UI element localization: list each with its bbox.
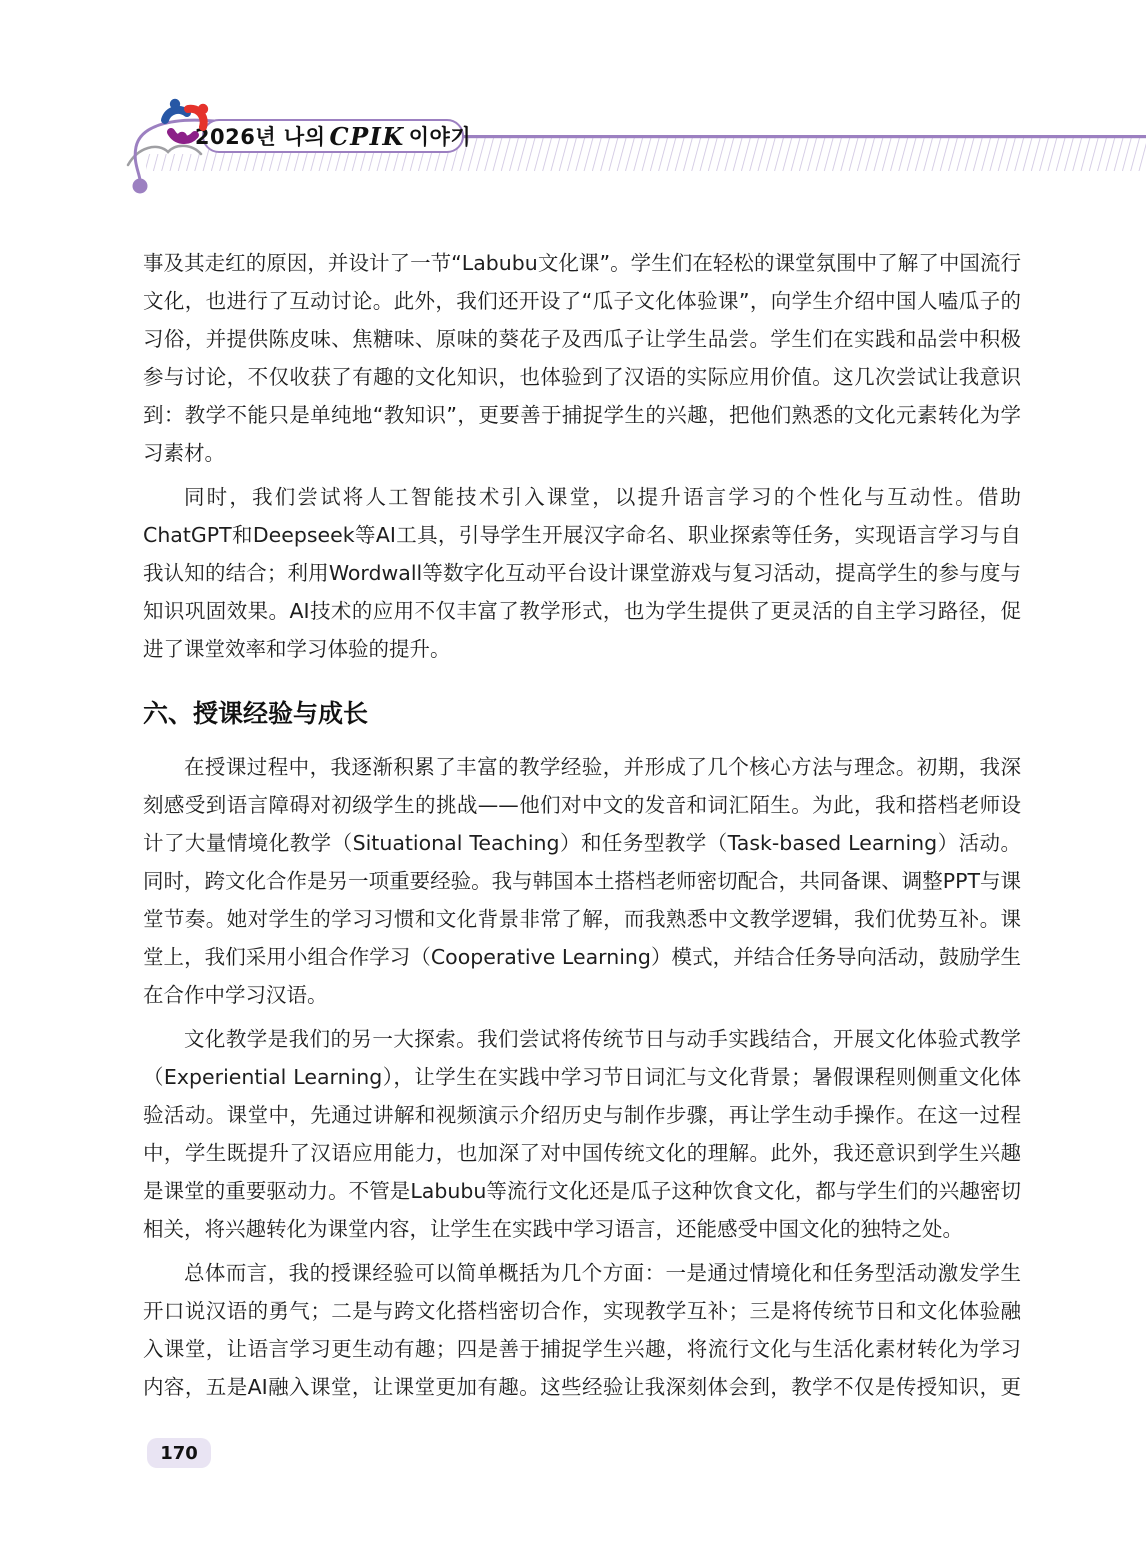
header-title-cpik: CPIK	[329, 121, 405, 151]
paragraph-culture-teaching: 文化教学是我们的另一大探索。我们尝试将传统节日与动手实践结合，开展文化体验式教学（Experiential Learning），让学生在实践中学习节日词汇与文化背景；暑假课程则侧重文化体验活动。课堂中，先通过讲解和视频演示介绍历史与制作步骤，再让学生动手操作。在这一过程中，学生既提升了汉语应用能力，也加深了对中国传统文化的理解。此外，我还意识到学生兴趣是课堂的重要驱动力。不管是Labubu等流行文化还是瓜子这种饮食文化，都与学生们的兴趣密切相关，将兴趣转化为课堂内容，让学生在实践中学习语言，还能感受中国文化的独特之处。	[143, 1027, 1021, 1241]
document-body	[143, 244, 1021, 1412]
paragraph-teaching-experience: 在授课过程中，我逐渐积累了丰富的教学经验，并形成了几个核心方法与理念。初期，我深刻感受到语言障碍对初级学生的挑战——他们对中文的发音和词汇陌生。为此，我和搭档老师设计了大量情境化教学（Situational Teaching）和任务型教学（Task-based Learning）活动。同时，跨文化合作是另一项重要经验。我与韩国本土搭档老师密切配合，共同备课、调整PPT与课堂节奏。她对学生的学习习惯和文化背景非常了解，而我熟悉中文教学逻辑，我们优势互补。课堂上，我们采用小组合作学习（Cooperative Learning）模式，并结合任务导向活动，鼓励学生在合作中学习汉语。	[143, 755, 1021, 1007]
paragraph-ai-teaching: 同时，我们尝试将人工智能技术引入课堂，以提升语言学习的个性化与互动性。借助ChatGPT和Deepseek等AI工具，引导学生开展汉字命名、职业探索等任务，实现语言学习与自我认知的结合；利用Wordwall等数字化互动平台设计课堂游戏与复习活动，提高学生的参与度与知识巩固效果。AI技术的应用不仅丰富了教学形式，也为学生提供了更灵活的自主学习路径，促进了课堂效率和学习体验的提升。	[143, 485, 1021, 661]
header-title-banner	[194, 119, 472, 153]
header-title-suffix: 이야기	[408, 125, 472, 149]
cpik-logo-icon	[158, 92, 214, 158]
paragraph-summary: 总体而言，我的授课经验可以简单概括为几个方面：一是通过情境化和任务型活动激发学生开口说汉语的勇气；二是与跨文化搭档密切合作，实现教学互补；三是将传统节日和文化体验融入课堂，让语言学习更生动有趣；四是善于捕捉学生兴趣，将流行文化与生活化素材转化为学习内容，五是AI融入课堂，让课堂更加有趣。这些经验让我深刻体会到，教学不仅是传授知识，更	[143, 1261, 1021, 1399]
paragraph-labubu-culture: 事及其走红的原因，并设计了一节“Labubu文化课”。学生们在轻松的课堂氛围中了解了中国流行文化，也进行了互动讨论。此外，我们还开设了“瓜子文化体验课”，向学生介绍中国人嗑瓜子的习俗，并提供陈皮味、焦糖味、原味的葵花子及西瓜子让学生品尝。学生们在实践和品尝中积极参与讨论，不仅收获了有趣的文化知识，也体验到了汉语的实际应用价值。这几次尝试让我意识到：教学不能只是单纯地“教知识”，更要善于捕捉学生的兴趣，把他们熟悉的文化元素转化为学习素材。	[143, 251, 1021, 465]
section-heading: 六、授课经验与成长	[143, 699, 369, 728]
page-number-badge: 170	[147, 1438, 211, 1468]
header-title-prefix: 2026년 나의	[194, 125, 326, 149]
page-header	[0, 0, 1146, 210]
